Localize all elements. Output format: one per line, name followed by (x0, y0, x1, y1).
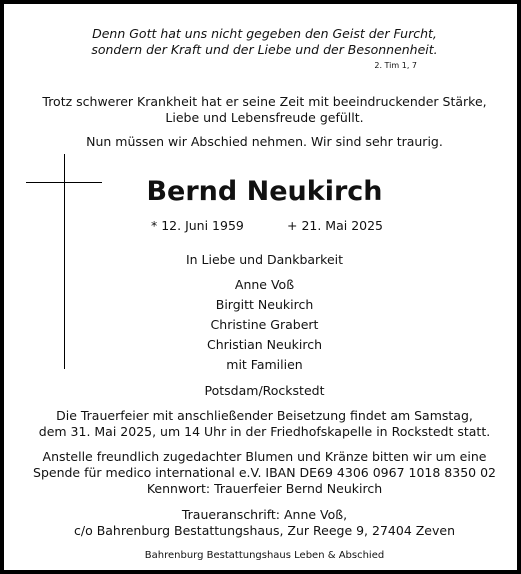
mourner-name: Christine Grabert (210, 317, 319, 332)
verse-line-1: Denn Gott hat uns nicht gegeben den Geist der Furcht, (92, 26, 437, 41)
deceased-name: Bernd Neukirch (146, 176, 383, 207)
mourner-name: Anne Voß (234, 277, 295, 292)
funeral-line-2: dem 31. Mai 2025, um 14 Uhr in der Friedhofskapelle in Rockstedt statt. (38, 424, 491, 439)
address-line-1: Traueranschrift: Anne Voß, (181, 507, 348, 522)
footer-undertaker: Bahrenburg Bestattungshaus Leben & Abschied (144, 550, 385, 561)
birth-date: * 12. Juni 1959 (151, 218, 244, 233)
intro-line-1: Trotz schwerer Krankheit hat er seine Zeit mit beeindruckender Stärke, (42, 94, 487, 109)
mourners-place: Potsdam/Rockstedt (204, 383, 325, 398)
mourner-name: Christian Neukirch (206, 337, 323, 352)
donation-line-3: Kennwort: Trauerfeier Bernd Neukirch (146, 481, 383, 496)
verse-line-2: sondern der Kraft und der Liebe und der Besonnenheit. (91, 42, 438, 57)
intro-line-3: Nun müssen wir Abschied nehmen. Wir sind sehr traurig. (86, 134, 443, 149)
mourner-name: Birgitt Neukirch (215, 297, 314, 312)
address-line-2: c/o Bahrenburg Bestattungshaus, Zur Reege 9, 27404 Zeven (73, 523, 456, 538)
mourner-families: mit Familien (226, 357, 303, 372)
death-date: + 21. Mai 2025 (287, 218, 384, 233)
funeral-line-1: Die Trauerfeier mit anschließender Beisetzung findet am Samstag, (56, 408, 473, 423)
donation-line-1: Anstelle freundlich zugedachter Blumen und Kränze bitten wir um eine (42, 449, 487, 464)
verse-reference: 2. Tim 1, 7 (374, 61, 417, 70)
mourners-heading: In Liebe und Dankbarkeit (185, 252, 344, 267)
donation-line-2: Spende für medico international e.V. IBAN DE69 4306 0967 1018 8350 02 (33, 465, 496, 480)
intro-line-2: Liebe und Lebensfreude gefüllt. (165, 110, 364, 125)
